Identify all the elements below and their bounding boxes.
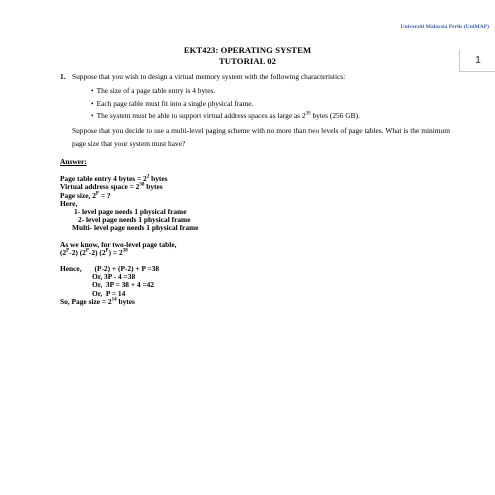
answer-line: As we know, for two-level page table, bbox=[60, 239, 177, 249]
answer-heading: Answer: bbox=[60, 157, 87, 166]
page-number: 1 bbox=[475, 55, 481, 66]
answer-line: So, Page size = $2^{14}$ bytes bbox=[60, 296, 135, 306]
answer-line: Hence, (P-2) + (P-2) + P =38 bbox=[60, 264, 160, 274]
answer-line: $(2^P-2)$ $(2^P-2) (2^P) = 2^{38}$ bbox=[60, 247, 128, 257]
list-item: • The system must be able to support virtual address spaces as large as $2^{38}$ bytes (256 GB). bbox=[91, 110, 450, 123]
answer-line: Here, bbox=[60, 198, 78, 208]
answer-line: Or, 3P - 4 =38 bbox=[92, 272, 136, 282]
university-header: Universiti Malaysia Perlis (UniMAP) bbox=[400, 24, 489, 30]
question-number: 1. bbox=[60, 72, 66, 81]
answer-line: 2- level page needs 1 physical frame bbox=[78, 215, 191, 225]
question-1 bbox=[60, 72, 450, 151]
answer-line: Page table entry 4 bytes = $2^2$ bytes bbox=[60, 174, 168, 184]
list-item: • Each page table must fit into a single physical frame. bbox=[91, 98, 450, 111]
answer-line: Or, 3P = 38 + 4 =42 bbox=[92, 280, 155, 290]
answer-line: Multi- level page needs 1 physical frame bbox=[72, 223, 199, 233]
answer-line: 1- level page needs 1 physical frame bbox=[74, 207, 187, 217]
answer-line: Or, P = 14 bbox=[92, 288, 126, 298]
title-block bbox=[0, 45, 495, 66]
answer-line: Page size, $2^P$ = ? bbox=[60, 190, 111, 200]
characteristics-list bbox=[60, 85, 450, 123]
course-title: EKT423: OPERATING SYSTEM bbox=[183, 45, 312, 55]
list-item: • The size of a page table entry is 4 bytes. bbox=[91, 85, 450, 98]
answer-block bbox=[60, 158, 198, 306]
answer-line: Virtual address space = $2^{38}$ bytes bbox=[60, 182, 163, 192]
question-follow-up: Suppose that you decide to use a multi-level paging scheme with no more than two levels of page tables. What is the minimum page size that your system must have? bbox=[72, 126, 450, 149]
question-stem: Suppose that you wish to design a virtual memory system with the following characteristics: bbox=[72, 72, 346, 81]
tutorial-title: TUTORIAL 02 bbox=[218, 55, 277, 66]
